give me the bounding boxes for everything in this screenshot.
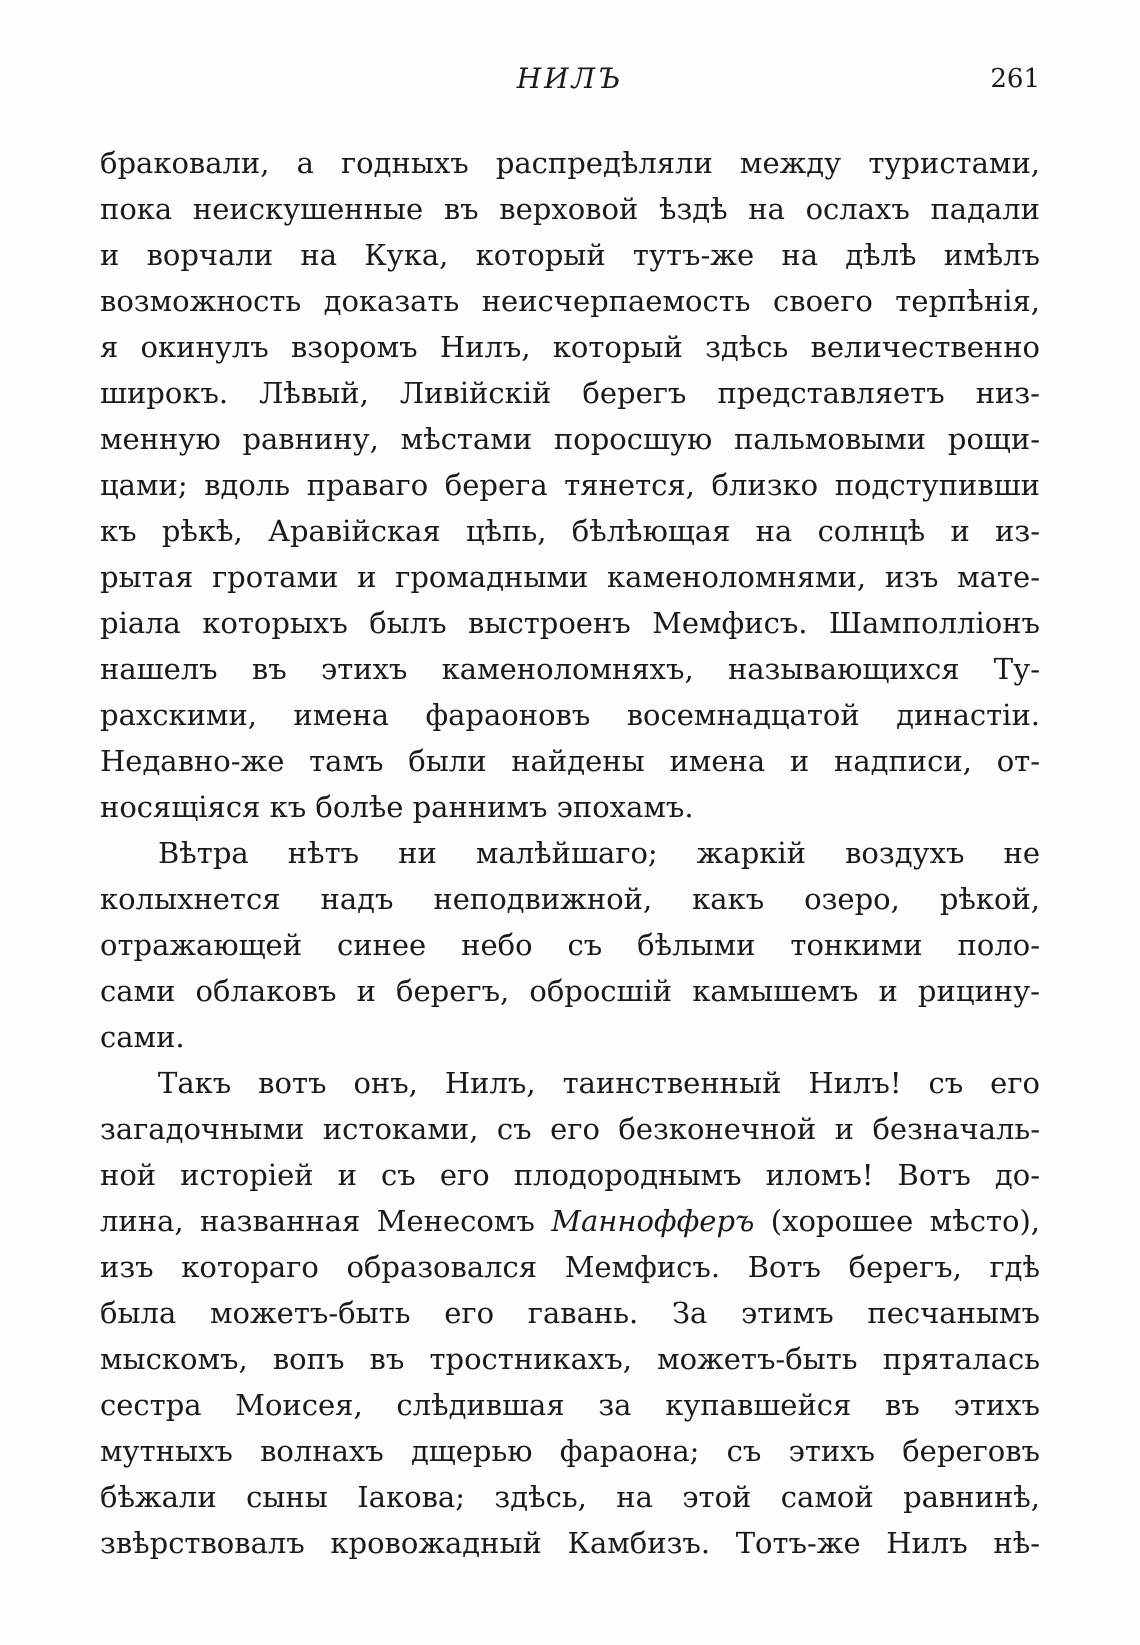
body-text <box>100 140 1040 1566</box>
paragraph-3 <box>100 1060 1040 1566</box>
page-number: 261 <box>990 64 1040 94</box>
text-line: цами; вдоль праваго берега тянется, близко подступивши <box>100 468 1040 502</box>
text-line: бѣжали сыны Іакова; здѣсь, на этой самой равнинѣ, <box>100 1480 1040 1514</box>
text-line: пока неискушенные въ верховой ѣздѣ на ослахъ падали <box>100 192 1040 226</box>
text-line: менную равнину, мѣстами поросшую пальмовыми рощи- <box>100 422 1040 456</box>
text-line: звѣрствовалъ кровожадный Камбизъ. Тотъ-же Нилъ нѣ- <box>100 1526 1040 1560</box>
text-line: Такъ вотъ онъ, Нилъ, таинственный Нилъ! съ его <box>158 1066 1040 1100</box>
text-line: загадочными истоками, съ его безконечной и безначаль- <box>100 1112 1040 1146</box>
text-line-with-italic <box>100 1198 1040 1244</box>
italic-term: Маннофферъ <box>551 1204 755 1238</box>
text-line: изъ котораго образовался Мемфисъ. Вотъ берегъ, гдѣ <box>100 1250 1040 1284</box>
running-title: НИЛЪ <box>516 62 624 95</box>
text-line: ріала которыхъ былъ выстроенъ Мемфисъ. Шамполліонъ <box>100 606 1040 640</box>
text-line: мыскомъ, вопъ въ тростникахъ, можетъ-быть пряталась <box>100 1342 1040 1376</box>
text-line: сами облаковъ и берегъ, обросшій камышемъ и рицину- <box>100 974 1040 1008</box>
text-line: нашелъ въ этихъ каменоломняхъ, называющихся Ту- <box>100 652 1040 686</box>
paragraph-1 <box>100 140 1040 830</box>
text-line: я окинулъ взоромъ Нилъ, который здѣсь величественно <box>100 330 1040 364</box>
text-line: мутныхъ волнахъ дщерью фараона; съ этихъ береговъ <box>100 1434 1040 1468</box>
text-line: носящіяся къ болѣе раннимъ эпохамъ. <box>100 790 694 824</box>
text-line: сестра Моисея, слѣдившая за купавшейся въ этихъ <box>100 1388 1040 1422</box>
text-line: возможность доказать неисчерпаемость своего терпѣнія, <box>100 284 1040 318</box>
line-start: лина, названная Менесомъ <box>100 1204 552 1238</box>
text-line: Недавно-же тамъ были найдены имена и надписи, от- <box>100 744 1040 778</box>
text-line: была можетъ-быть его гавань. За этимъ песчанымъ <box>100 1296 1040 1330</box>
paragraph-2 <box>100 830 1040 1060</box>
text-line: браковали, а годныхъ распредѣляли между туристами, <box>100 146 1040 180</box>
text-line: отражающей синее небо съ бѣлыми тонкими поло- <box>100 928 1040 962</box>
text-line: колыхнется надъ неподвижной, какъ озеро, рѣкой, <box>100 882 1040 916</box>
line-end: (хорошее мѣсто), <box>754 1204 1040 1238</box>
text-line: широкъ. Лѣвый, Ливійскій берегъ представляетъ низ- <box>100 376 1040 410</box>
text-line: къ рѣкѣ, Аравійская цѣпь, бѣлѣющая на солнцѣ и из- <box>100 514 1040 548</box>
text-line: рытая гротами и громадными каменоломнями, изъ мате- <box>100 560 1040 594</box>
text-line: рахскими, имена фараоновъ восемнадцатой династіи. <box>100 698 1040 732</box>
text-line: сами. <box>100 1020 185 1054</box>
text-line: Вѣтра нѣтъ ни малѣйшаго; жаркій воздухъ не <box>158 836 1040 870</box>
text-line: и ворчали на Кука, который тутъ-же на дѣлѣ имѣлъ <box>100 238 1040 272</box>
running-head <box>100 62 1040 102</box>
text-line: ной исторіей и съ его плодороднымъ иломъ! Вотъ до- <box>100 1158 1040 1192</box>
